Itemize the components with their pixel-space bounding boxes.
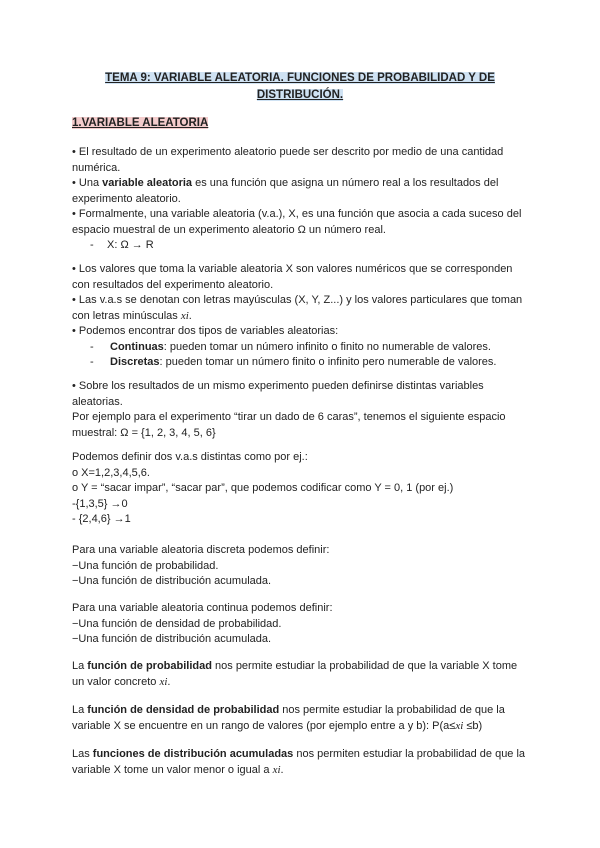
values-block xyxy=(72,262,532,371)
define-block xyxy=(72,450,532,528)
list-item: - {2,4,6} →1 xyxy=(72,513,131,525)
paragraph: • Formalmente, una variable aleatoria (v.a.), X, es una función que asocia a cada suceso del espacio muestral de un experimento aleatorio Ω un número real. xyxy=(72,208,522,236)
list-item: −Una función de distribución acumulada. xyxy=(72,633,272,645)
paragraph: Para una variable aleatoria discreta podemos definir: xyxy=(72,544,330,556)
paragraph: • El resultado de un experimento aleatorio puede ser descrito por medio de una cantidad numérica. xyxy=(72,146,504,174)
list-item: - X: Ω → R xyxy=(90,239,154,251)
paragraph: • Sobre los resultados de un mismo experimento pueden definirse distintas variables aleatorias. xyxy=(72,380,484,408)
distribution-function-paragraph: Las funciones de distribución acumuladas nos permiten estudiar la probabilidad de que la variable X tome un valor menor o igual a xi. xyxy=(72,748,526,776)
section-heading: 1.VARIABLE ALEATORIA xyxy=(72,117,209,129)
intro-block xyxy=(72,145,532,254)
list-item: −Una función de probabilidad. xyxy=(72,559,219,572)
list-item: o Y = “sacar impar”, “sacar par”, que podemos codificar como Y = 0, 1 (por ej.) xyxy=(72,482,454,494)
paragraph: • Una variable aleatoria es una función que asigna un número real a los resultados del experimento aleatorio. xyxy=(72,177,499,205)
list-item: −Una función de distribución acumulada. xyxy=(72,575,272,587)
probability-function-paragraph: La función de probabilidad nos permite estudiar la probabilidad de que la variable X tome un valor concreto xi. xyxy=(72,660,518,688)
example-block xyxy=(72,379,532,441)
list-item: −Una función de densidad de probabilidad. xyxy=(72,617,282,630)
paragraph: • Las v.a.s se denotan con letras mayúsculas (X, Y, Z...) y los valores particulares que toman con letras minúsculas xi. xyxy=(72,294,523,322)
discrete-block xyxy=(72,543,532,590)
paragraph: Podemos definir dos v.a.s distintas como por ej.: xyxy=(72,451,308,463)
list-item: - Discretas: pueden tomar un número finito o infinito pero numerable de valores. xyxy=(90,356,497,368)
density-function-paragraph: La función de densidad de probabilidad nos permite estudiar la probabilidad de que la variable X se encuentre en un rango de valores (por ejemplo entre a y b): P(a≤xi ≤b) xyxy=(72,704,505,732)
continuous-block xyxy=(72,601,532,648)
paragraph: • Los valores que toma la variable aleatoria X son valores numéricos que se corresponden con resultados del experimento aleatorio. xyxy=(72,263,513,291)
paragraph: Para una variable aleatoria continua podemos definir: xyxy=(72,602,333,614)
list-item: -{1,3,5} →0 xyxy=(72,497,128,510)
document-title-line1: TEMA 9: VARIABLE ALEATORIA. FUNCIONES DE PROBABILIDAD Y DE xyxy=(105,72,495,84)
list-item: - Continuas: pueden tomar un número infinito o finito no numerable de valores. xyxy=(90,340,491,353)
paragraph: • Podemos encontrar dos tipos de variables aleatorias: xyxy=(72,325,339,337)
document-title-line2: DISTRIBUCIÓN. xyxy=(256,89,344,101)
paragraph: Por ejemplo para el experimento “tirar un dado de 6 caras”, tenemos el siguiente espacio muestral: Ω = {1, 2, 3, 4, 5, 6} xyxy=(72,411,506,439)
list-item: o X=1,2,3,4,5,6. xyxy=(72,466,150,479)
